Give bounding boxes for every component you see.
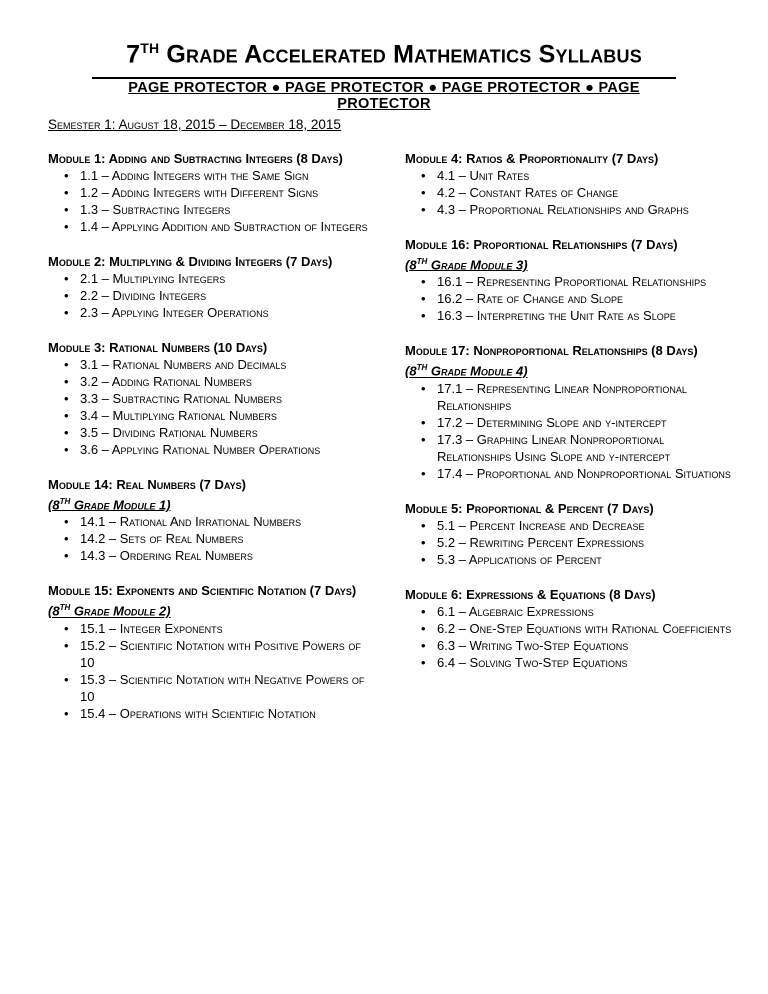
grade-superscript: TH [416, 257, 428, 266]
module-block [405, 500, 735, 568]
lesson-item: • 14.2 – Sets of Real Numbers [80, 530, 368, 547]
lesson-list [405, 380, 735, 482]
lesson-list [405, 603, 735, 671]
module-block [405, 342, 735, 481]
lesson-item: • 17.3 – Graphing Linear Nonproportional Relationships Using Slope and y-intercept [437, 431, 735, 465]
lesson-item: • 1.2 – Adding Integers with Different Signs [80, 184, 368, 201]
lesson-item: • 15.2 – Scientific Notation with Positive Powers of 10 [80, 637, 368, 671]
right-column [405, 150, 735, 689]
lesson-item: • 1.1 – Adding Integers with the Same Sign [80, 167, 368, 184]
lesson-item: • 1.3 – Subtracting Integers [80, 201, 368, 218]
lesson-item: • 16.2 – Rate of Change and Slope [437, 290, 735, 307]
lesson-item: • 6.3 – Writing Two-Step Equations [437, 637, 735, 654]
semester-heading: Semester 1: August 18, 2015 – December 18, 2015 [48, 117, 341, 132]
lesson-list [405, 273, 735, 324]
grade-number: 8 [409, 257, 417, 273]
lesson-item: • 14.3 – Ordering Real Numbers [80, 547, 368, 564]
module-heading: Module 14: Real Numbers (7 Days) [48, 477, 246, 492]
page-protector-banner: PAGE PROTECTOR ● PAGE PROTECTOR ● PAGE PROTECTOR ● PAGE PROTECTOR [92, 77, 676, 112]
module-block [405, 236, 735, 324]
module-block [48, 150, 368, 235]
lesson-item: • 17.4 – Proportional and Nonproportional Situations [437, 465, 735, 482]
left-column [48, 150, 368, 740]
grade-number: 8 [52, 497, 60, 513]
lesson-item: • 1.4 – Applying Addition and Subtraction of Integers [80, 218, 368, 235]
lesson-item: • 17.2 – Determining Slope and y-intercept [437, 414, 735, 431]
module-block [48, 339, 368, 458]
grade-module-text: Grade Module 4) [427, 363, 528, 379]
module-heading: Module 2: Multiplying & Dividing Integers (7 Days) [48, 254, 333, 269]
grade-module-text: Grade Module 2) [70, 603, 171, 619]
lesson-item: • 2.2 – Dividing Integers [80, 287, 368, 304]
grade-superscript: TH [416, 363, 428, 373]
lesson-item: • 15.4 – Operations with Scientific Notation [80, 705, 368, 722]
lesson-list [48, 620, 368, 722]
lesson-item: • 6.2 – One-Step Equations with Rational Coefficients [437, 620, 735, 637]
lesson-item: • 6.4 – Solving Two-Step Equations [437, 654, 735, 671]
module-block [48, 476, 368, 564]
lesson-item: • 3.3 – Subtracting Rational Numbers [80, 390, 368, 407]
module-grade-reference: (8TH Grade Module 3) [405, 257, 528, 273]
lesson-item: • 14.1 – Rational And Irrational Numbers [80, 513, 368, 530]
lesson-item: • 3.1 – Rational Numbers and Decimals [80, 356, 368, 373]
lesson-item: • 16.1 – Representing Proportional Relationships [437, 273, 735, 290]
title-superscript: TH [140, 40, 160, 56]
grade-module-text: Grade Module 1) [70, 497, 171, 513]
lesson-item: • 4.1 – Unit Rates [437, 167, 735, 184]
grade-number: 8 [409, 363, 417, 379]
lesson-list [405, 167, 735, 218]
lesson-item: • 3.2 – Adding Rational Numbers [80, 373, 368, 390]
lesson-item: • 16.3 – Interpreting the Unit Rate as Slope [437, 307, 735, 324]
grade-superscript: TH [59, 497, 71, 506]
lesson-item: • 5.2 – Rewriting Percent Expressions [437, 534, 735, 551]
module-block [405, 586, 735, 671]
lesson-item: • 2.1 – Multiplying Integers [80, 270, 368, 287]
module-block [405, 150, 735, 218]
title-text: Grade Accelerated Mathematics Syllabus [159, 40, 642, 69]
lesson-item: • 3.5 – Dividing Rational Numbers [80, 424, 368, 441]
module-heading: Module 5: Proportional & Percent (7 Days) [405, 500, 654, 516]
lesson-item: • 15.3 – Scientific Notation with Negative Powers of 10 [80, 671, 368, 705]
grade-number: 8 [52, 603, 60, 619]
lesson-item: • 4.2 – Constant Rates of Change [437, 184, 735, 201]
lesson-item: • 5.1 – Percent Increase and Decrease [437, 517, 735, 534]
lesson-item: • 4.3 – Proportional Relationships and Graphs [437, 201, 735, 218]
module-grade-reference: (8TH Grade Module 2) [48, 603, 171, 619]
module-grade-reference: (8TH Grade Module 1) [48, 497, 171, 513]
lesson-list [405, 517, 735, 568]
module-block [48, 253, 368, 321]
page-title [0, 40, 768, 69]
lesson-item: • 15.1 – Integer Exponents [80, 620, 368, 637]
module-heading: Module 3: Rational Numbers (10 Days) [48, 340, 268, 355]
lesson-item: • 5.3 – Applications of Percent [437, 551, 735, 568]
module-grade-reference: (8TH Grade Module 4) [405, 363, 528, 379]
module-heading: Module 4: Ratios & Proportionality (7 Days) [405, 151, 659, 166]
grade-module-text: Grade Module 3) [427, 257, 528, 273]
lesson-item: • 2.3 – Applying Integer Operations [80, 304, 368, 321]
module-block [48, 582, 368, 721]
module-heading: Module 17: Nonproportional Relationships (8 Days) [405, 343, 698, 359]
lesson-item: • 3.6 – Applying Rational Number Operations [80, 441, 368, 458]
module-heading: Module 15: Exponents and Scientific Notation (7 Days) [48, 583, 357, 599]
title-number: 7 [126, 40, 141, 69]
lesson-list [48, 270, 368, 321]
lesson-item: • 6.1 – Algebraic Expressions [437, 603, 735, 620]
module-heading: Module 1: Adding and Subtracting Integers (8 Days) [48, 151, 343, 166]
module-heading: Module 16: Proportional Relationships (7 Days) [405, 237, 678, 252]
lesson-item: • 3.4 – Multiplying Rational Numbers [80, 407, 368, 424]
lesson-list [48, 167, 368, 235]
lesson-item: • 17.1 – Representing Linear Nonproportional Relationships [437, 380, 735, 414]
lesson-list [48, 513, 368, 564]
grade-superscript: TH [59, 603, 71, 613]
lesson-list [48, 356, 368, 458]
module-heading: Module 6: Expressions & Equations (8 Days) [405, 586, 656, 602]
